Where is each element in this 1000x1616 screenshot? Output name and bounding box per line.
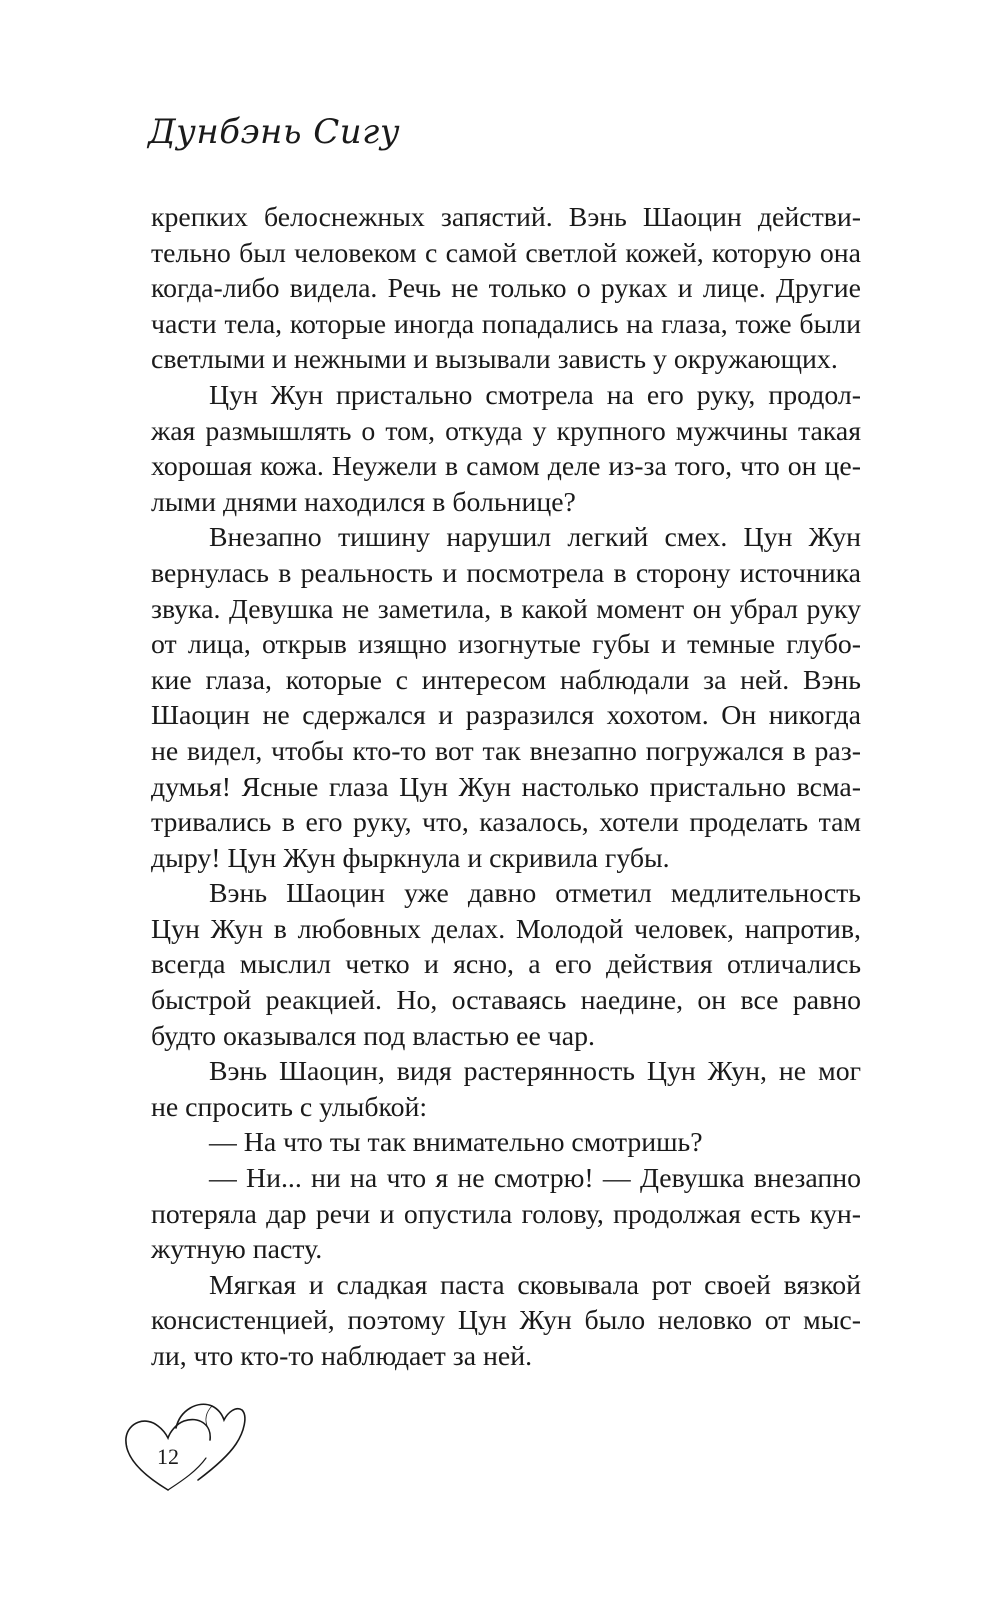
- text-line: Цун Жун пристально смотрела на его руку, продол-: [209, 379, 861, 411]
- text-line: кие глаза, которые с интересом наблюдали за ней. Вэнь: [151, 664, 861, 696]
- text-line: не видел, чтобы кто-то вот так внезапно погружался в раз-: [151, 735, 861, 767]
- text-line: консистенцией, поэтому Цун Жун было неловко от мыс-: [151, 1305, 861, 1337]
- text-line: хорошая кожа. Неужели в самом деле из-за того, что он це-: [151, 451, 861, 483]
- text-line: крепких белоснежных запястий. Вэнь Шаоцин действи-: [151, 202, 861, 233]
- text-line: думья! Ясные глаза Цун Жун настолько пристально всма-: [151, 771, 861, 803]
- text-line: Мягкая и сладкая паста сковывала рот своей вязкой: [209, 1269, 861, 1301]
- text-line: когда-либо видела. Речь не только о руках и лице. Другие: [151, 273, 861, 305]
- page-footer: [118, 1388, 248, 1498]
- body-text: [151, 200, 861, 1375]
- text-line: потеряла дар речи и опустила голову, продолжая есть кун-: [151, 1198, 861, 1230]
- text-line: — Ни... ни на что я не смотрю! — Девушка внезапно: [209, 1163, 861, 1195]
- text-line: лыми днями находился в больнице?: [151, 486, 576, 518]
- text-line: будто оказывался под властью ее чар.: [151, 1020, 595, 1052]
- text-line: Шаоцин не сдержался и разразился хохотом. Он никогда: [151, 700, 861, 732]
- text-line: тельно был человеком с самой светлой кожей, которую она: [151, 237, 861, 269]
- text-line: части тела, которые иногда попадались на глаза, тоже были: [151, 308, 861, 340]
- text-line: жутную пасту.: [151, 1234, 323, 1266]
- text-line: Внезапно тишину нарушил легкий смех. Цун Жун: [209, 522, 861, 554]
- text-line: Цун Жун в любовных делах. Молодой человек, напротив,: [151, 913, 861, 945]
- page-number: 12: [157, 1444, 179, 1469]
- double-heart-icon: [118, 1388, 248, 1498]
- text-line: Вэнь Шаоцин уже давно отметил медлительность: [209, 878, 861, 910]
- text-line: вернулась в реальность и посмотрела в сторону источника: [151, 557, 861, 589]
- text-line: светлыми и нежными и вызывали зависть у окружающих.: [151, 344, 838, 376]
- text-line: дыру! Цун Жун фыркнула и скривила губы.: [151, 842, 670, 874]
- text-line: — На что ты так внимательно смотришь?: [209, 1127, 703, 1159]
- text-line: всегда мыслил четко и ясно, а его действия отличались: [151, 949, 861, 981]
- text-line: тривались в его руку, что, казалось, хотели проделать там: [151, 807, 861, 839]
- text-line: звука. Девушка не заметила, в какой момент он убрал руку: [151, 593, 861, 625]
- running-header-title: Дунбэнь Сигу: [148, 112, 401, 152]
- text-line: не спросить с улыбкой:: [151, 1091, 428, 1123]
- text-line: быстрой реакцией. Но, оставаясь наедине, он все равно: [151, 985, 861, 1017]
- text-line: Вэнь Шаоцин, видя растерянность Цун Жун, не мог: [209, 1056, 861, 1088]
- text-line: ли, что кто-то наблюдает за ней.: [151, 1341, 533, 1372]
- text-line: от лица, открыв изящно изогнутые губы и темные глубо-: [151, 629, 861, 661]
- text-line: жая размышлять о том, откуда у крупного мужчины такая: [151, 415, 861, 447]
